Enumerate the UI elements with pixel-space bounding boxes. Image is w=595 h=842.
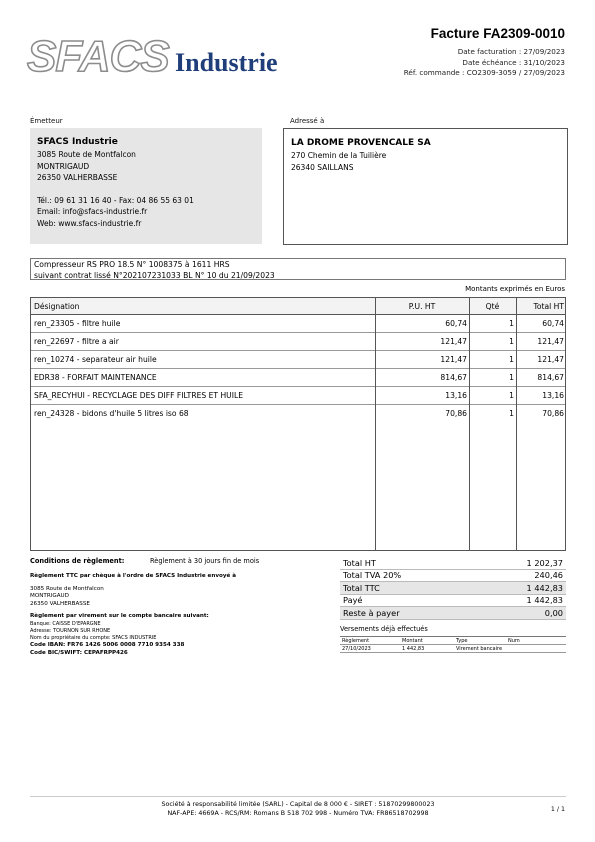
row-total: 814,67 bbox=[537, 372, 564, 382]
account-owner: Nom du propriétaire du compte: SFACS INDUSTRIE bbox=[30, 634, 157, 641]
payment-conditions bbox=[30, 557, 259, 657]
total-row bbox=[340, 607, 566, 620]
table-header bbox=[31, 298, 565, 315]
emetteur-city1: MONTRIGAUD bbox=[37, 161, 90, 171]
iban: Code IBAN: FR76 1426 5006 0008 7710 9354 338 bbox=[30, 641, 185, 648]
total-value: 1 442,83 bbox=[526, 582, 563, 593]
bank-address: Adresse: TOURNON SUR RHONE bbox=[30, 627, 111, 634]
header-pu: P.U. HT bbox=[408, 301, 436, 311]
row-quantity: 1 bbox=[509, 354, 514, 364]
conditions-label: Conditions de règlement: bbox=[30, 557, 125, 565]
payments-col-num: Num bbox=[508, 637, 520, 644]
row-quantity: 1 bbox=[509, 318, 514, 328]
payments-title: Versements déjà effectués bbox=[340, 625, 428, 633]
cheque-address3: 26350 VALHERBASSE bbox=[30, 600, 90, 607]
table-row bbox=[31, 314, 565, 333]
payment-type: Virement bancaire bbox=[456, 645, 503, 652]
legal-footer bbox=[30, 796, 566, 818]
table-row bbox=[31, 350, 565, 369]
page-number: 1 / 1 bbox=[550, 806, 565, 813]
logo-mark: SFACS bbox=[27, 32, 169, 81]
emetteur-label: Émetteur bbox=[30, 117, 63, 125]
row-unit-price: 814,67 bbox=[440, 372, 467, 382]
invoice-title: Facture FA2309-0010 bbox=[430, 26, 565, 41]
payments-made bbox=[340, 625, 566, 653]
row-total: 121,47 bbox=[537, 354, 564, 364]
logo-word: Industrie bbox=[175, 48, 278, 77]
footer-line1: Société à responsabilité limitée (SARL) - Capital de 8 000 € - SIRET : 51870299800023 bbox=[161, 801, 435, 808]
row-unit-price: 121,47 bbox=[440, 354, 467, 364]
row-designation: EDR38 - FORFAIT MAINTENANCE bbox=[34, 372, 157, 382]
total-label: Payé bbox=[343, 595, 363, 606]
date-echeance: Date échéance : 31/10/2023 bbox=[462, 57, 565, 67]
destinataire-label: Adressé à bbox=[290, 117, 325, 125]
cheque-title: Règlement TTC par chèque à l'ordre de SFACS Industrie envoyé à bbox=[30, 573, 236, 579]
footer-line2: NAF-APE: 4669A - RCS/RM: Romans B 518 702 998 - Numéro TVA: FR86518702998 bbox=[167, 810, 429, 817]
conditions-value: Règlement à 30 jours fin de mois bbox=[150, 557, 260, 565]
destinataire-box bbox=[283, 128, 568, 245]
cheque-address2: MONTRIGAUD bbox=[30, 593, 69, 600]
row-designation: ren_24328 - bidons d'huile 5 litres iso 68 bbox=[34, 408, 189, 418]
row-quantity: 1 bbox=[509, 408, 514, 418]
row-unit-price: 13,16 bbox=[445, 390, 467, 400]
object-line2: suivant contrat lissé N°202107231033 BL N° 10 du 21/09/2023 bbox=[34, 270, 275, 280]
emetteur-box bbox=[30, 128, 262, 244]
emetteur-name: SFACS Industrie bbox=[37, 137, 118, 147]
row-quantity: 1 bbox=[509, 372, 514, 382]
ref-commande: Réf. commande : CO2309-3059 / 27/09/2023 bbox=[403, 68, 565, 77]
payment-amount: 1 442,83 bbox=[402, 645, 425, 652]
payments-table bbox=[340, 636, 566, 653]
row-quantity: 1 bbox=[509, 390, 514, 400]
invoice-lines-table bbox=[30, 297, 566, 551]
object-line1: Compresseur RS PRO 18.5 N° 1008375 à 1611 HRS bbox=[34, 260, 230, 269]
payment-date: 27/10/2023 bbox=[342, 645, 371, 652]
row-total: 60,74 bbox=[542, 318, 564, 328]
payments-col-reglement: Règlement bbox=[342, 637, 370, 644]
emetteur-address: 3085 Route de Montfalcon bbox=[37, 150, 136, 159]
row-designation: SFA_RECYHUI - RECYCLAGE DES DIFF FILTRES ET HUILE bbox=[34, 390, 244, 400]
total-value: 1 442,83 bbox=[526, 595, 563, 606]
payments-col-type: Type bbox=[456, 637, 468, 644]
total-row bbox=[340, 582, 566, 595]
row-total: 13,16 bbox=[542, 390, 564, 400]
row-quantity: 1 bbox=[509, 336, 514, 346]
payments-col-montant: Montant bbox=[402, 637, 423, 644]
total-value: 0,00 bbox=[544, 607, 563, 618]
row-designation: ren_23305 - filtre huile bbox=[34, 318, 121, 328]
virement-title: Règlement par virement sur le compte bancaire suivant: bbox=[30, 613, 209, 620]
cheque-address1: 3085 Route de Montfalcon bbox=[30, 585, 104, 592]
header-designation: Désignation bbox=[34, 301, 80, 311]
column-divider bbox=[375, 298, 376, 550]
row-total: 70,86 bbox=[542, 408, 564, 418]
totals-block bbox=[340, 557, 566, 620]
total-row bbox=[340, 595, 566, 608]
table-row bbox=[31, 332, 565, 351]
header-qte: Qté bbox=[485, 301, 500, 311]
invoice-object bbox=[30, 258, 566, 280]
payments-header bbox=[340, 637, 566, 645]
destinataire-city: 26340 SAILLANS bbox=[291, 162, 354, 172]
total-label: Reste à payer bbox=[343, 607, 400, 618]
currency-note: Montants exprimés en Euros bbox=[465, 285, 565, 293]
bic: Code BIC/SWIFT: CEPAFRPP426 bbox=[30, 649, 128, 656]
column-divider bbox=[516, 298, 517, 550]
payments-row bbox=[340, 645, 566, 653]
emetteur-city2: 26350 VALHERBASSE bbox=[37, 173, 118, 182]
total-label: Total HT bbox=[343, 557, 376, 568]
table-row bbox=[31, 386, 565, 405]
total-label: Total TTC bbox=[343, 582, 380, 593]
total-value: 1 202,37 bbox=[526, 557, 563, 568]
emetteur-web: Web: www.sfacs-industrie.fr bbox=[37, 218, 142, 228]
destinataire-name: LA DROME PROVENCALE SA bbox=[291, 138, 431, 148]
row-unit-price: 121,47 bbox=[440, 336, 467, 346]
row-designation: ren_22697 - filtre a air bbox=[34, 336, 119, 346]
invoice-meta bbox=[404, 47, 565, 79]
column-divider bbox=[469, 298, 470, 550]
table-row bbox=[31, 404, 565, 422]
total-row bbox=[340, 570, 566, 583]
row-unit-price: 70,86 bbox=[445, 408, 467, 418]
date-facturation: Date facturation : 27/09/2023 bbox=[457, 47, 565, 56]
total-row bbox=[340, 557, 566, 570]
total-label: Total TVA 20% bbox=[343, 570, 402, 581]
bank-name: Banque: CAISSE D'EPARGNE bbox=[30, 620, 101, 627]
row-unit-price: 60,74 bbox=[445, 318, 467, 328]
emetteur-phone: Tél.: 09 61 31 16 40 - Fax: 04 86 55 63 01 bbox=[37, 195, 194, 205]
destinataire-address: 270 Chemin de la Tuilière bbox=[291, 151, 387, 160]
row-designation: ren_10274 - separateur air huile bbox=[34, 354, 157, 364]
header-total: Total HT bbox=[533, 301, 564, 311]
company-logo bbox=[27, 30, 287, 80]
emetteur-email: Email: info@sfacs-industrie.fr bbox=[37, 207, 148, 216]
row-total: 121,47 bbox=[537, 336, 564, 346]
table-row bbox=[31, 368, 565, 387]
total-value: 240,46 bbox=[534, 570, 563, 581]
